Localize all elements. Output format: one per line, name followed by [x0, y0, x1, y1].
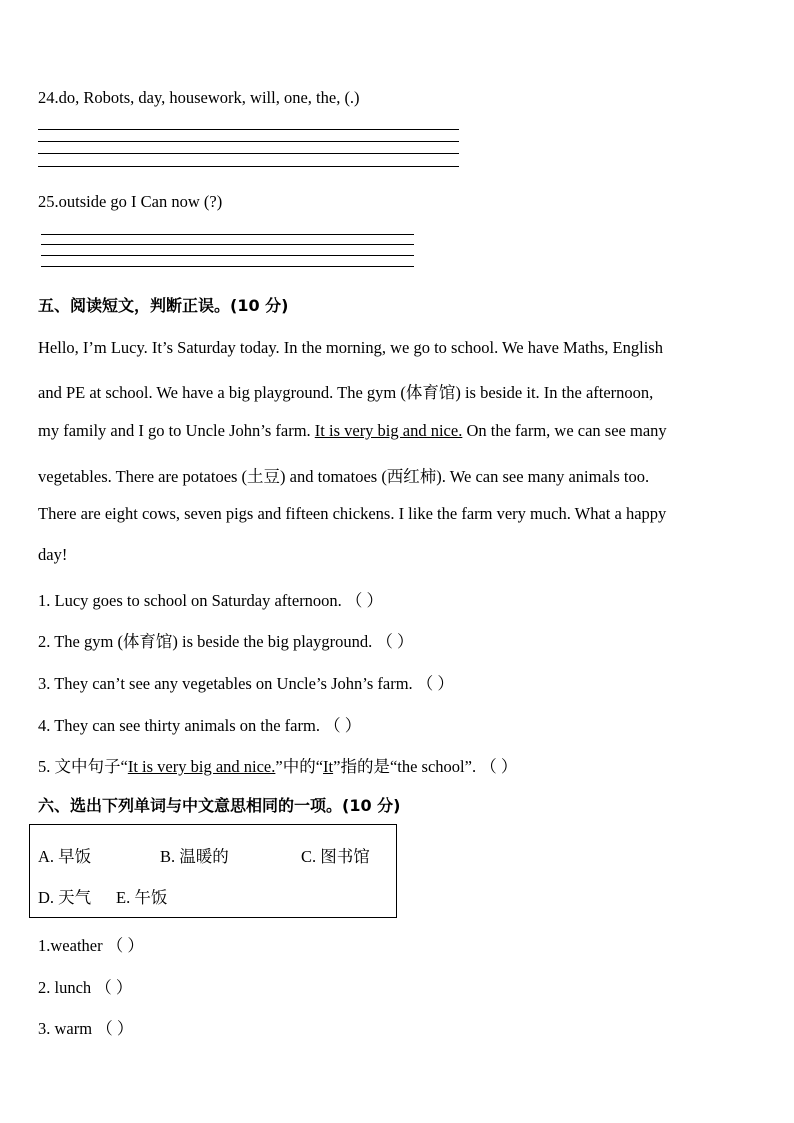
q5-text: ”指的是“the school”. （ ） — [333, 757, 518, 776]
q5-it-word: It — [323, 757, 334, 776]
tf-question-1: 1. Lucy goes to school on Saturday afternoon. （ ） — [38, 591, 384, 610]
passage-text: my family and I go to Uncle John’s farm. — [38, 421, 315, 440]
passage-line: Hello, I’m Lucy. It’s Saturday today. In the morning, we go to school. We have Maths, English — [38, 338, 663, 357]
match-question-3: 3. warm （ ） — [38, 1019, 134, 1038]
tf-question-4: 4. They can see thirty animals on the farm. （ ） — [38, 716, 362, 735]
q5-text: ”中的“ — [275, 757, 324, 776]
tf-question-2: 2. The gym (体育馆) is beside the big playground. （ ） — [38, 632, 414, 651]
passage-line: vegetables. There are potatoes (土豆) and tomatoes (西红柿). We can see many animals too. — [38, 467, 650, 486]
answer-line — [41, 266, 414, 267]
option-d: D. 天气 — [38, 888, 92, 907]
option-a: A. 早饭 — [38, 847, 92, 866]
answer-line — [38, 153, 459, 154]
tf-question-5 — [38, 753, 517, 777]
answer-line — [41, 244, 414, 245]
answer-line — [38, 129, 459, 130]
match-question-2: 2. lunch （ ） — [38, 978, 133, 997]
passage-line: There are eight cows, seven pigs and fifteen chickens. I like the farm very much. What a happy — [38, 504, 667, 523]
question-24: 24.do, Robots, day, housework, will, one, the, (.) — [38, 88, 360, 107]
q5-quoted-sentence: It is very big and nice. — [127, 757, 276, 776]
question-25: 25.outside go I Can now (?) — [38, 192, 223, 211]
passage-line: and PE at school. We have a big playground. The gym (体育馆) is beside it. In the afternoon, — [38, 383, 654, 402]
option-e: E. 午饭 — [116, 888, 168, 907]
passage-text: On the farm, we can see many — [462, 421, 667, 440]
match-question-1: 1.weather （ ） — [38, 936, 144, 955]
section-6-title: 六、选出下列单词与中文意思相同的一项。(10 分) — [38, 796, 401, 815]
section-5-title: 五、阅读短文，判断正误。(10 分) — [38, 296, 289, 315]
answer-line — [38, 166, 459, 167]
tf-question-3: 3. They can’t see any vegetables on Uncle’s John’s farm. （ ） — [38, 674, 454, 693]
option-b: B. 温暖的 — [160, 847, 229, 866]
option-c: C. 图书馆 — [301, 847, 370, 866]
answer-line — [41, 234, 414, 235]
answer-line — [38, 141, 459, 142]
underlined-sentence: It is very big and nice. — [314, 421, 463, 440]
q5-text: 5. 文中句子“ — [38, 757, 128, 776]
passage-line: day! — [38, 545, 68, 564]
passage-line — [38, 421, 667, 441]
answer-line — [41, 255, 414, 256]
